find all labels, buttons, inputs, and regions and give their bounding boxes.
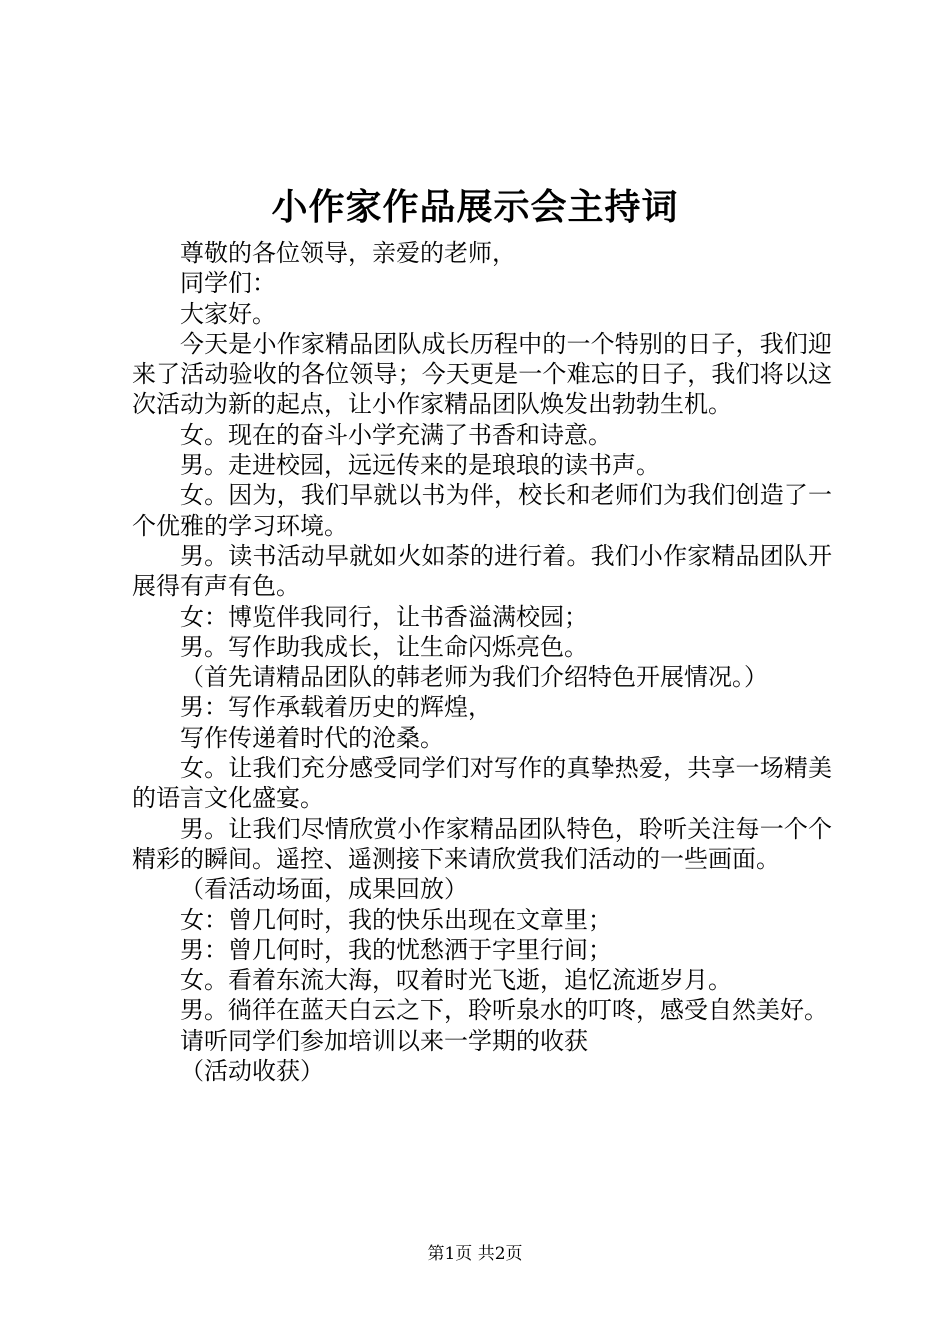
paragraph: 女。因为，我们早就以书为伴，校长和老师们为我们创造了一个优雅的学习环境。 [132,481,832,540]
paragraph: 同学们： [180,269,276,298]
paragraph: 请听同学们参加培训以来一学期的收获 [180,1026,588,1055]
paragraph: 今天是小作家精品团队成长历程中的一个特别的日子，我们迎来了活动验收的各位领导；今天更是一个难忘的日子，我们将以这次活动为新的起点，让小作家精品团队焕发出勃勃生机。 [132,329,832,419]
paragraph: 大家好。 [180,299,276,328]
page-number-footer: 第1页 共2页 [427,1244,523,1264]
paragraph: 女。让我们充分感受同学们对写作的真挚热爱，共享一场精美的语言文化盛宴。 [132,754,832,813]
paragraph: 男：写作承载着历史的辉煌， [180,693,492,722]
document-body [132,238,832,1086]
paragraph: （首先请精品团队的韩老师为我们介绍特色开展情况。） [180,663,768,692]
paragraph: 女。看着东流大海，叹着时光飞逝，追忆流逝岁月。 [180,966,732,995]
paragraph: 写作传递着时代的沧桑。 [180,723,444,752]
paragraph: （活动收获） [180,1057,324,1086]
paragraph: 男。徜徉在蓝天白云之下，聆听泉水的叮咚，感受自然美好。 [180,996,828,1025]
paragraph: 尊敬的各位领导，亲爱的老师， [180,239,516,267]
paragraph: 男：曾几何时，我的忧愁洒于字里行间； [180,935,612,964]
paragraph: 女：曾几何时，我的快乐出现在文章里； [180,905,612,934]
paragraph: 女：博览伴我同行，让书香溢满校园； [180,602,588,631]
paragraph: 男。读书活动早就如火如荼的进行着。我们小作家精品团队开展得有声有色。 [132,541,832,601]
page-title: 小作家作品展示会主持词 [271,186,679,228]
paragraph: 男。走进校园，远远传来的是琅琅的读书声。 [180,451,660,480]
paragraph: （看活动场面，成果回放） [180,875,468,904]
paragraph: 女。现在的奋斗小学充满了书香和诗意。 [180,420,612,449]
paragraph: 男。让我们尽情欣赏小作家精品团队特色，聆听关注每一个个精彩的瞬间。遥控、遥测接下来请欣赏我们活动的一些画面。 [132,814,832,873]
paragraph: 男。写作助我成长，让生命闪烁亮色。 [180,632,588,661]
